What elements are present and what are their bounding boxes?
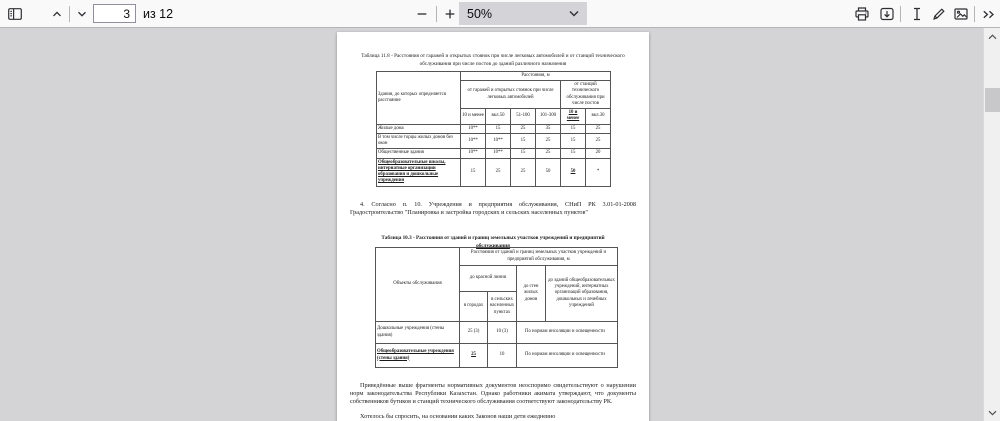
- minus-icon: [415, 7, 429, 21]
- title-line-1: Таблица 10.3 - Расстояния от зданий и границ земельных участков учреждений и предприятий: [381, 235, 605, 241]
- table-cell: 25: [460, 344, 488, 368]
- table-cell: 25: [486, 158, 511, 186]
- table-header-cell: Объекты обслуживания: [376, 248, 460, 322]
- chevron-down-icon: [75, 7, 89, 21]
- title-line-2: обслуживания: [476, 242, 510, 249]
- table-cell: По нормам инсоляции и освещенности: [517, 322, 618, 344]
- chevron-down-icon: [988, 410, 997, 416]
- double-chevron-icon: [981, 7, 996, 22]
- table-cell: 10**: [461, 149, 486, 158]
- table-header-cell: вкл.50: [486, 109, 511, 124]
- print-button[interactable]: [851, 3, 873, 25]
- table-cell: *: [586, 158, 611, 186]
- table-header-cell: от гаражей и открытых стоянок при числе легковых автомобилей: [461, 81, 561, 109]
- zoom-out-button[interactable]: [411, 3, 433, 25]
- table-11-8-title: Таблица 11.8 - Расстояния от гаражей и открытых стоянок при числе легковых автомобилей и от станций технического обслуживания при числе постов до зданий различного назначения: [361, 53, 625, 68]
- chevron-down-icon: [569, 10, 579, 17]
- table-row: [377, 133, 611, 148]
- chevron-up-icon: [988, 34, 997, 40]
- table-header-cell: вкл.30: [586, 109, 611, 124]
- table-cell: 20: [586, 149, 611, 158]
- table-row: [376, 248, 618, 266]
- viewer-area[interactable]: [0, 28, 983, 421]
- table-11-8: [376, 71, 611, 187]
- sidebar-toggle-icon: [7, 6, 23, 22]
- table-row: [377, 124, 611, 133]
- table-cell: 10**: [461, 133, 486, 148]
- table-cell: 15: [561, 149, 586, 158]
- table-header-cell: 101-300: [536, 109, 561, 124]
- table-cell: 10: [488, 344, 517, 368]
- table-cell: По нормам инсоляции и освещенности: [517, 344, 618, 368]
- table-cell: 10**: [486, 149, 511, 158]
- table-cell: 50: [561, 158, 586, 186]
- table-header-cell: в городах: [460, 292, 488, 322]
- pdf-page: [337, 32, 649, 421]
- row-label: Общеобразовательные школы, интернатные организации образования и дошкольные учреждения: [377, 158, 461, 186]
- table-cell: 10**: [486, 133, 511, 148]
- toolbar-separator: [900, 6, 901, 22]
- image-tool-icon: [953, 6, 969, 22]
- table-cell: 25 (3): [460, 322, 488, 344]
- table-10-3: [375, 247, 618, 368]
- paragraph-question: Хотелось бы спросить, на основании каких Законов наши дети ежедневно: [360, 413, 556, 420]
- previous-page-button[interactable]: [46, 3, 68, 25]
- table-cell: 25: [586, 124, 611, 133]
- table-cell: 15: [561, 133, 586, 148]
- table-cell: 25: [536, 149, 561, 158]
- text-tool-icon: [909, 6, 925, 22]
- row-label: Общественные здания: [377, 149, 461, 158]
- print-icon: [854, 6, 870, 22]
- plus-icon: [443, 7, 457, 21]
- draw-tool-icon: [931, 6, 947, 22]
- save-icon: [879, 6, 895, 22]
- draw-annotation-button[interactable]: [928, 3, 950, 25]
- vertical-scrollbar[interactable]: [983, 28, 1000, 421]
- table-row: [376, 322, 618, 344]
- page-number-input[interactable]: [93, 4, 136, 23]
- sidebar-toggle-button[interactable]: [4, 3, 26, 25]
- table-header-cell: до красной линии: [460, 266, 517, 292]
- paragraph-item-4: 4. Согласно п. 10. Учреждения и предприятия обслуживания, СНиП РК 3.01-01-2008 Градостроительство "Планировка и застройка городских и сельских населенных пунктов": [350, 201, 636, 217]
- table-row: [377, 72, 611, 81]
- table-cell: 25: [511, 124, 536, 133]
- row-label: Общеобразовательные учреждения (стены здания): [376, 344, 460, 368]
- table-cell: 15: [486, 124, 511, 133]
- table-header-cell: 51-100: [511, 109, 536, 124]
- table-header-cell: 10 и менее: [561, 109, 586, 124]
- zoom-in-button[interactable]: [439, 3, 461, 25]
- table-cell: 50: [536, 158, 561, 186]
- table-cell: 10 (3): [488, 322, 517, 344]
- scroll-down-button[interactable]: [984, 405, 1000, 420]
- table-header-cell: до зданий общеобразовательных учреждений, интернатных организаций образования, дошкольных и лечебных учреждений: [546, 266, 618, 322]
- table-cell: 25: [511, 158, 536, 186]
- next-page-button[interactable]: [71, 3, 93, 25]
- table-header-cell: от станций технического обслуживания при числе постов: [561, 81, 611, 109]
- table-header-cell: 10 и менее: [461, 109, 486, 124]
- text-annotation-button[interactable]: [906, 3, 928, 25]
- table-header-cell: Расстояния от зданий и границ земельных участков учреждений и предприятий обслуживания, м: [460, 248, 618, 266]
- toolbar-separator: [974, 6, 975, 22]
- table-header-cell: в сельских населенных пунктах: [488, 292, 517, 322]
- table-cell: 35: [536, 124, 561, 133]
- paragraph-conclusion: Приведённые выше фрагменты нормативных документов неоспоримо свидетельствуют о нарушении норм законодательства Республики Казахстан. Однако работники акимата утверждают, что документы собственников бутиков и станций технического обслуживания соответствуют законодательству РК.: [350, 382, 636, 406]
- table-cell: 25: [586, 133, 611, 148]
- save-button[interactable]: [876, 3, 898, 25]
- toolbar: [0, 0, 1000, 28]
- page-count-label: из 12: [143, 7, 174, 21]
- table-header-cell: Здания, до которых определяется расстояние: [377, 72, 461, 125]
- more-tools-button[interactable]: [977, 3, 999, 25]
- image-annotation-button[interactable]: [950, 3, 972, 25]
- table-cell: 15: [511, 149, 536, 158]
- table-cell: 15: [461, 158, 486, 186]
- table-row: [376, 344, 618, 368]
- table-header-cell: Расстояния, м: [461, 72, 611, 81]
- table-cell: 10**: [461, 124, 486, 133]
- zoom-level-select[interactable]: [459, 2, 587, 25]
- zoom-level-value: 50%: [467, 6, 493, 21]
- table-header-cell: до стен жилых домов: [517, 266, 546, 322]
- row-label: Дошкольные учреждения (стены здания): [376, 322, 460, 344]
- scroll-up-button[interactable]: [984, 29, 1000, 44]
- toolbar-separator: [436, 6, 437, 22]
- toolbar-separator: [69, 6, 70, 22]
- chevron-up-icon: [50, 7, 64, 21]
- scrollbar-thumb[interactable]: [985, 88, 1000, 112]
- table-cell: 25: [536, 133, 561, 148]
- table-row: [377, 149, 611, 158]
- row-label: Жилые дома: [377, 124, 461, 133]
- table-cell: 15: [511, 133, 536, 148]
- table-cell: 15: [561, 124, 586, 133]
- table-row: [377, 158, 611, 186]
- row-label: В том числе торцы жилых домов без окон: [377, 133, 461, 148]
